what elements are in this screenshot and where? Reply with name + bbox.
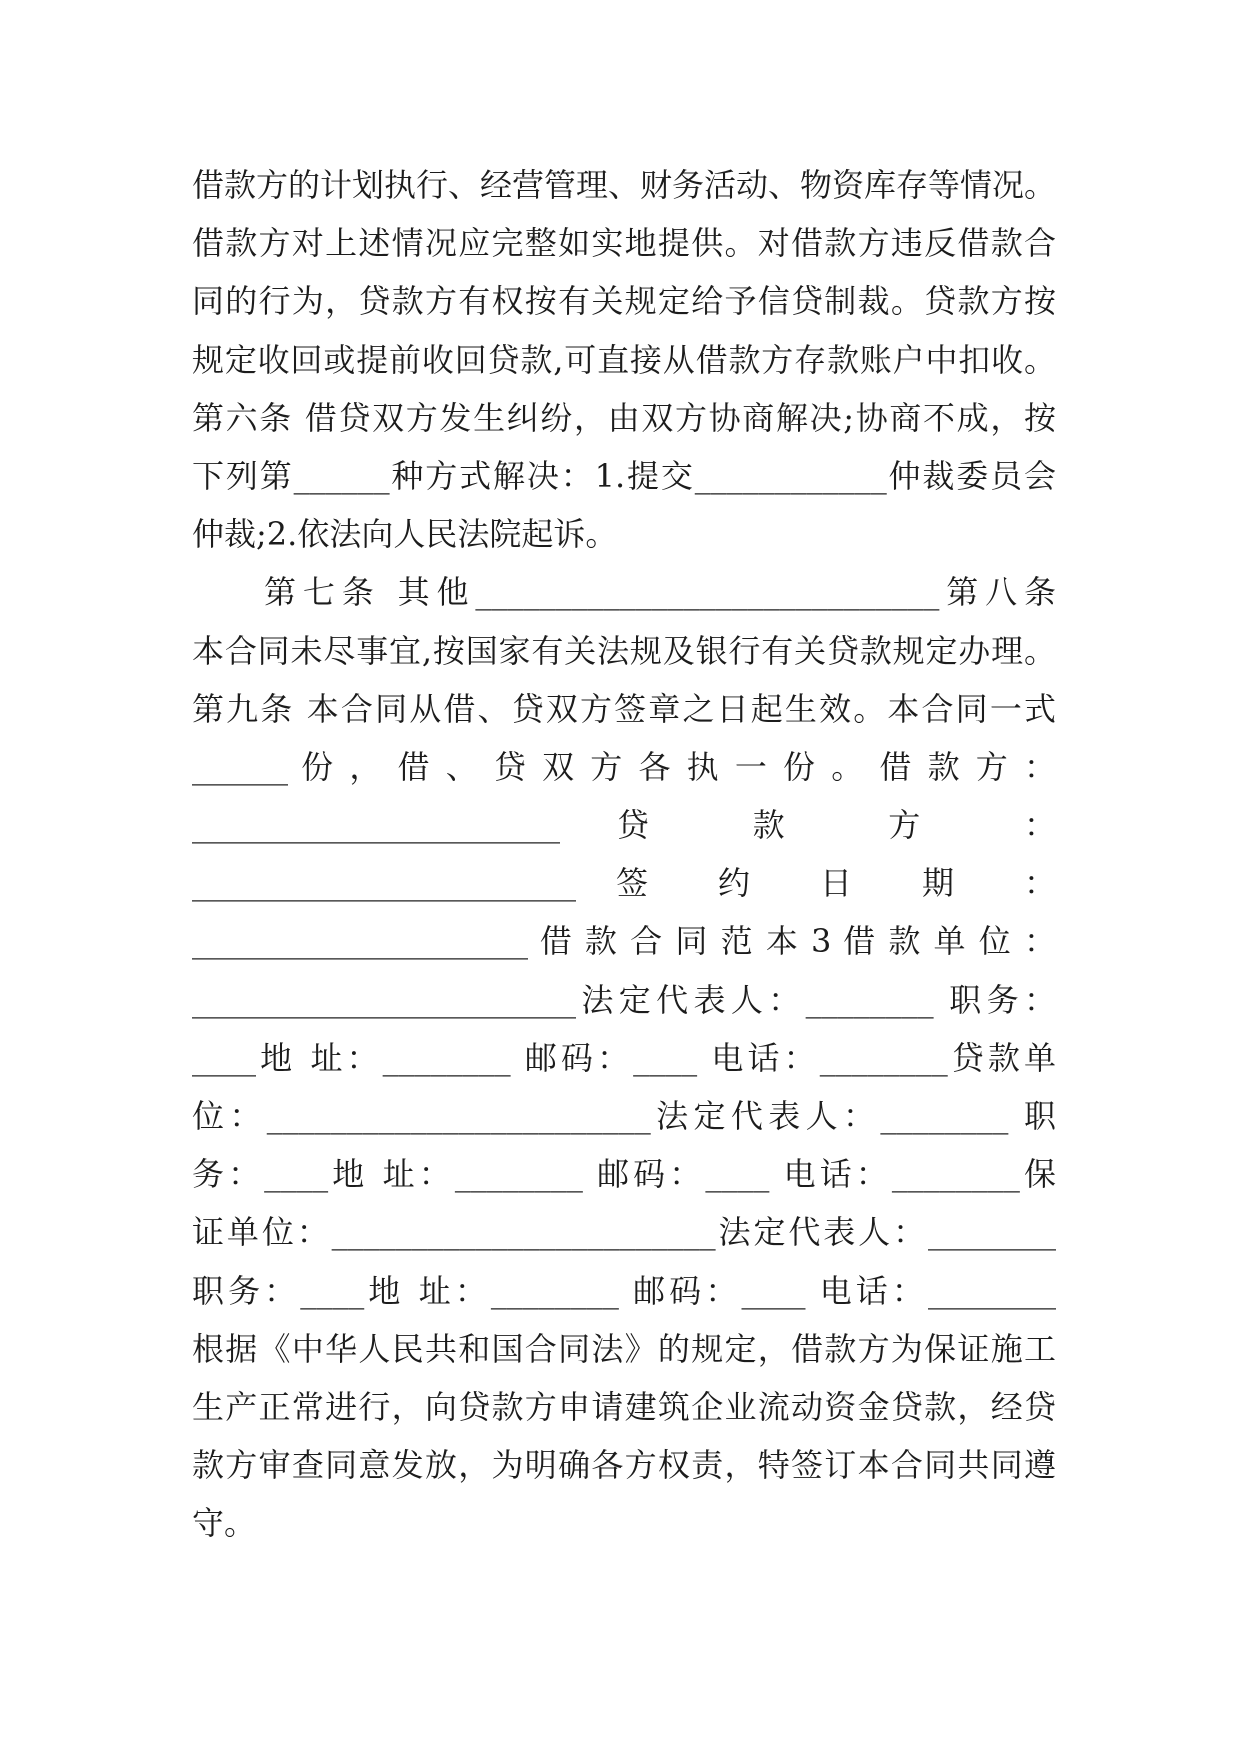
- text-line: 守。: [192, 1504, 257, 1543]
- text-line: 借款方的计划执行、经营管理、财务活动、物资库存等情况。: [192, 166, 1056, 204]
- text-line: 同的行为，贷款方有权按有关规定给予信贷制裁。贷款方按: [192, 282, 1056, 321]
- text-line: 借款方对上述情况应完整如实地提供。对借款方违反借款合: [192, 224, 1056, 263]
- text-line: 第九条 本合同从借、贷双方签章之日起生效。本合同一式: [192, 689, 1056, 728]
- text-line: 第六条 借贷双方发生纠纷，由双方协商解决;协商不成，按: [192, 398, 1056, 437]
- text-line: 规定收回或提前收回贷款,可直接从借款方存款账户中扣收。: [192, 340, 1056, 379]
- text-line: 位：________________________法定代表人：________ 职: [192, 1097, 1056, 1135]
- text-line: 证单位：________________________法定代表人：________: [192, 1213, 1056, 1252]
- text-line: ________________________ 签 约 日 期 ：: [192, 864, 1056, 903]
- text-line: _____________________ 借 款 合 同 范 本 3 借 款 单 位 ：: [192, 922, 1056, 961]
- text-line: 务：____地 址：________ 邮码：____ 电话：________保: [192, 1155, 1056, 1194]
- text-line: 本合同未尽事宜,按国家有关法规及银行有关贷款规定办理。: [192, 631, 1056, 670]
- contract-text: [192, 156, 1056, 1553]
- text-line: _______________________ 贷 款 方 ：: [192, 806, 1056, 845]
- text-line: 生产正常进行，向贷款方申请建筑企业流动资金贷款，经贷: [192, 1387, 1056, 1426]
- text-line: 第七条 其他_____________________________第八条: [264, 573, 1056, 612]
- text-line: 职务：____地 址：________ 邮码：____ 电话：________: [192, 1271, 1056, 1310]
- text-line: ____地 址：________ 邮码：____ 电话：________贷款单: [192, 1038, 1056, 1077]
- text-line: 款方审查同意发放，为明确各方权责，特签订本合同共同遵: [192, 1446, 1056, 1485]
- text-line: 下列第______种方式解决：1.提交____________仲裁委员会: [192, 456, 1056, 495]
- text-line: 仲裁;2.依法向人民法院起诉。: [192, 515, 618, 554]
- text-line: 根据《中华人民共和国合同法》的规定，借款方为保证施工: [192, 1329, 1056, 1368]
- text-line: ______ 份 ， 借 、 贷 双 方 各 执 一 份 。 借 款 方 ：: [192, 747, 1056, 786]
- text-line: ________________________法定代表人：________ 职务：: [192, 980, 1056, 1019]
